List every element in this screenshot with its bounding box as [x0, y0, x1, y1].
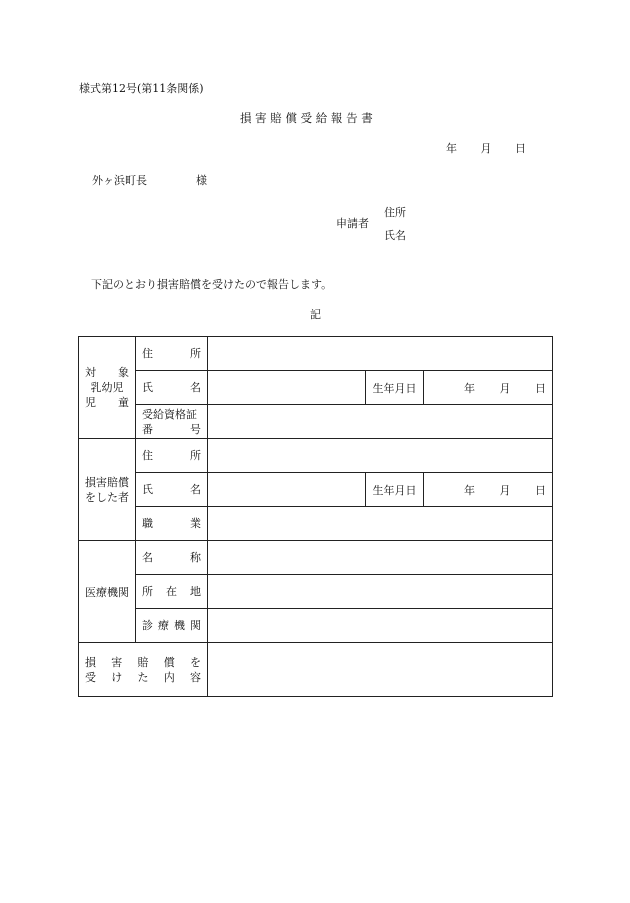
child-cert-field[interactable]	[208, 405, 553, 439]
page-title: 損 害 賠 償 受 給 報 告 書	[240, 111, 373, 125]
payer-occupation-field[interactable]	[208, 507, 553, 541]
table-row	[79, 371, 553, 405]
child-birth-label: 生年月日	[366, 371, 424, 405]
payer-address-field[interactable]	[208, 439, 553, 473]
applicant-label: 申請者	[336, 217, 369, 230]
child-birth-field[interactable]: 年 月 日	[424, 371, 553, 405]
content-label: 損 害 賠 償 を 受 け た 内 容	[79, 643, 208, 697]
medical-group-label: 医療機関	[79, 541, 136, 643]
payer-birth-label: 生年月日	[366, 473, 424, 507]
medical-name-field[interactable]	[208, 541, 553, 575]
date-year: 年	[446, 142, 457, 155]
child-address-label: 住 所	[136, 337, 208, 371]
table-row	[79, 609, 553, 643]
table-row	[79, 507, 553, 541]
date-day: 日	[515, 142, 526, 155]
medical-department-label: 診 療 機 関	[136, 609, 208, 643]
table-row	[79, 337, 553, 371]
payer-address-label: 住 所	[136, 439, 208, 473]
table-row	[79, 473, 553, 507]
addressee-honorific: 様	[196, 174, 207, 187]
child-group-label: 対 象 乳幼児 児 童	[79, 337, 136, 439]
applicant-address-label: 住所	[384, 206, 406, 219]
table-row	[79, 439, 553, 473]
payer-group-label: 損害賠償 をした者	[79, 439, 136, 541]
payer-name-field[interactable]	[208, 473, 366, 507]
medical-location-field[interactable]	[208, 575, 553, 609]
table-row	[79, 541, 553, 575]
report-table	[78, 336, 553, 697]
payer-birth-field[interactable]: 年 月 日	[424, 473, 553, 507]
applicant-name-label: 氏名	[384, 229, 406, 242]
medical-name-label: 名 称	[136, 541, 208, 575]
form-number: 様式第12号(第11条関係)	[79, 82, 204, 95]
table-row	[79, 643, 553, 697]
child-name-field[interactable]	[208, 371, 366, 405]
date-month: 月	[480, 142, 492, 155]
ki-heading: 記	[310, 308, 321, 321]
child-address-field[interactable]	[208, 337, 553, 371]
content-field[interactable]	[208, 643, 553, 697]
payer-name-label: 氏 名	[136, 473, 208, 507]
child-cert-label: 受給資格証 番 号	[136, 405, 208, 439]
child-name-label: 氏 名	[136, 371, 208, 405]
table-row	[79, 405, 553, 439]
medical-department-field[interactable]	[208, 609, 553, 643]
date-line	[446, 140, 526, 156]
payer-occupation-label: 職 業	[136, 507, 208, 541]
addressee-name: 外ヶ浜町長	[92, 174, 147, 187]
table-row	[79, 575, 553, 609]
medical-location-label: 所 在 地	[136, 575, 208, 609]
body-text: 下記のとおり損害賠償を受けたので報告します。	[91, 278, 333, 291]
